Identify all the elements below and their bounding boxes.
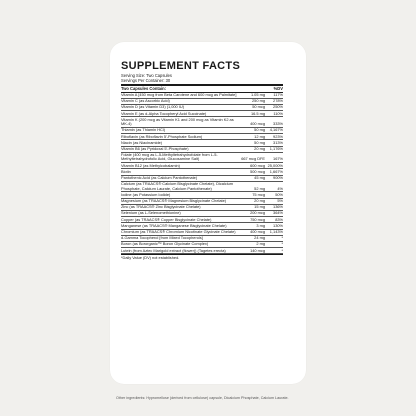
nutrient-amount: 400 mcg [250, 121, 265, 127]
nutrient-name: d-Gamma Tocopherol [from Mixed Tocopherols] [121, 235, 203, 241]
supplement-label-card [110, 42, 306, 384]
nutrient-dv: * [281, 235, 283, 241]
nutrient-name: Vitamin A [450 mcg from Beta Carotene and 600 mcg as Palmitate] [121, 91, 237, 97]
nutrient-dv: 900% [273, 175, 283, 181]
nutrient-amount: 15 mg [254, 204, 265, 210]
facts-title: SUPPLEMENT FACTS [121, 60, 241, 72]
nutrient-name: Vitamin K (200 mcg as Vitamin K1 and 200 mcg as Vitamin K2 as MK-4) [121, 116, 234, 127]
nutrient-amount: 600 mcg [250, 162, 265, 168]
nutrient-name: Biotin [121, 168, 131, 174]
nutrient-dv: 5% [277, 198, 283, 204]
nutrient-name: Chromium (as TRAACS® Chromium Nicotinate Glycinate Chelate) [121, 228, 236, 234]
nutrient-amount: 140 mcg [250, 247, 265, 253]
nutrient-amount: 500 mcg [250, 168, 265, 174]
nutrient-amount: 50 mcg [252, 104, 265, 110]
nutrient-dv: 4,167% [269, 127, 283, 133]
other-ingredients: Other ingredients: Hypromellose (derived from cellulose) capsule, Dicalcium Phosphate, Calcium Laurate. [116, 396, 289, 400]
nutrient-dv: 278% [273, 98, 283, 104]
nutrient-name: Niacin (as Niacinamide) [121, 139, 163, 145]
nutrient-dv: 83% [275, 216, 283, 222]
nutrient-name: Iodine (as Potassium Iodide) [121, 191, 171, 197]
nutrient-name: Zinc (as TRAACS® Zinc Bisglycinate Chelate) [121, 204, 201, 210]
nutrient-amount: 3 mg [256, 222, 265, 228]
nutrient-name: Vitamin B6 (as Pyridoxal 5'-Phosphate) [121, 145, 189, 151]
nutrient-dv: 1,143% [269, 228, 283, 234]
nutrient-dv: * [281, 247, 283, 253]
serving-size: Serving Size: Two Capsules [121, 73, 172, 78]
nutrient-name: Vitamin B12 (as Methylcobalamin) [121, 162, 180, 168]
nutrient-amount: 250 mg [252, 98, 265, 104]
nutrient-name: Boron (as Bororganic™ Boron Glycinate Complex) [121, 241, 209, 247]
nutrient-name: Magnesium (as TRAACS® Magnesium Bisglycinate Chelate) [121, 198, 227, 204]
header-dv-label: %DV [273, 86, 283, 91]
nutrient-amount: 200 mcg [250, 210, 265, 216]
nutrient-amount: 20 mg [254, 145, 265, 151]
nutrient-amount: 750 mcg [250, 216, 265, 222]
nutrient-dv: 130% [273, 222, 283, 228]
nutrient-name: Selenium (as L-Selenomethionine) [121, 210, 181, 216]
nutrient-amount: 16.5 mg [250, 110, 265, 116]
nutrient-dv: 250% [273, 104, 283, 110]
nutrient-dv: * [281, 241, 283, 247]
nutrient-amount: 12 mg [254, 133, 265, 139]
nutrient-name: Thiamin (as Thiamin HCl) [121, 127, 166, 133]
nutrient-name: Vitamin C (as Ascorbic Acid) [121, 98, 170, 104]
nutrient-dv: 364% [273, 210, 283, 216]
nutrient-dv: 110% [273, 110, 283, 116]
nutrient-amount: 75 mcg [252, 191, 265, 197]
nutrient-dv: 117% [273, 91, 283, 97]
nutrient-name: Vitamin E (as d-Alpha Tocopheryl Acid Succinate) [121, 110, 207, 116]
nutrient-dv: 4% [277, 185, 283, 191]
nutrient-amount: 24 mg [254, 235, 265, 241]
nutrient-dv: 50% [275, 191, 283, 197]
nutrient-dv: 333% [273, 121, 283, 127]
nutrient-amount: 20 mg [254, 198, 265, 204]
nutrient-dv: 1,667% [269, 168, 283, 174]
nutrient-amount: 45 mg [254, 175, 265, 181]
nutrient-name: Pantothenic Acid (as Calcium Pantothenate) [121, 175, 198, 181]
nutrient-row [121, 153, 283, 164]
nutrient-dv: 136% [273, 204, 283, 210]
nutrient-amount: 400 mcg [250, 228, 265, 234]
nutrient-dv: 167% [273, 156, 283, 162]
nutrient-amount: 1.05 mg [250, 91, 265, 97]
nutrient-name: Copper (as TRAACS® Copper Bisglycinate Chelate) [121, 216, 212, 222]
servings-per-container: Servings Per Container: 30 [121, 78, 171, 83]
nutrient-amount: 50 mg [254, 127, 265, 133]
nutrient-amount: 50 mg [254, 139, 265, 145]
nutrient-dv: 25,000% [267, 162, 283, 168]
nutrient-dv: 923% [273, 133, 283, 139]
column-header [121, 86, 283, 92]
supplement-facts-panel [121, 60, 283, 260]
nutrient-dv: 313% [273, 139, 283, 145]
nutrient-row [121, 182, 283, 193]
nutrient-name: Folate (400 mcg as L-5-Methyltetrahydrofolate from L-5-Methyltetrahydrofolic Acid, Glucosamine Salt) [121, 152, 218, 162]
nutrient-name: Calcium (as TRAACS® Calcium Bisglycinate Chelate), Dicalcium Phosphate, Calcium Laurate, Calcium Pantothenate) [121, 181, 233, 191]
nutrient-name: Riboflavin (as Riboflavin 5'-Phosphate Sodium) [121, 133, 203, 139]
dv-footnote: *Daily Value (DV) not established. [121, 254, 283, 260]
nutrient-amount: 52 mg [254, 185, 265, 191]
nutrient-name: Lutein (from Aztec Marigold extract (flower)) (Tagetes erecta) [121, 247, 226, 253]
nutrient-name: Vitamin D (as Vitamin D3) (1,000 IU) [121, 104, 184, 110]
nutrient-amount: 2 mg [256, 241, 265, 247]
nutrient-amount: 667 mcg DFE [241, 156, 265, 162]
header-amount-label: Two Capsules Contain: [121, 86, 166, 91]
nutrient-rows [121, 93, 283, 255]
nutrient-dv: 1,176% [269, 145, 283, 151]
nutrient-name: Manganese (as TRAACS® Manganese Bisglycinate Chelate) [121, 222, 227, 228]
